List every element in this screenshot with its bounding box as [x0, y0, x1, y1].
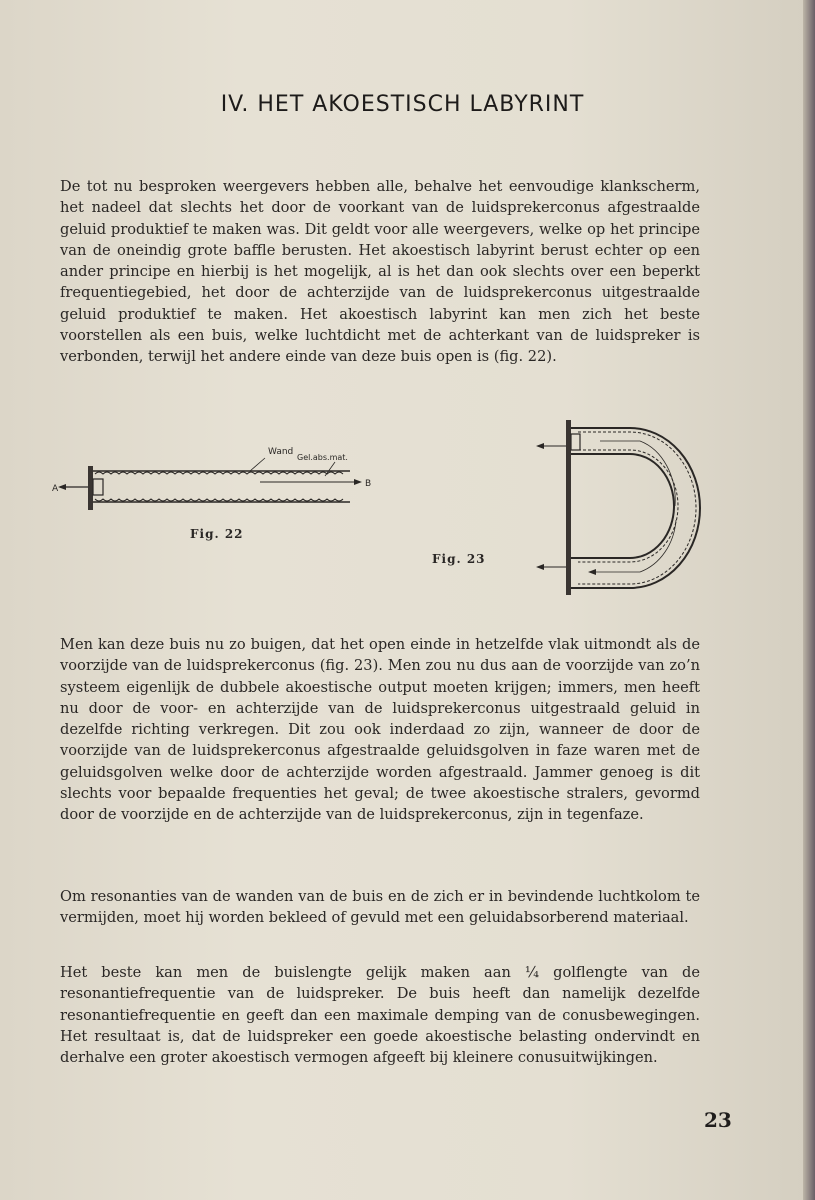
paragraph-2: Men kan deze buis nu zo buigen, dat het open einde in hetzelfde vlak uitmondt als de voorzijde van de luidsprekerconus (fig. 23). Men zou nu dus aan de voorzijde van zo’n systeem eigenlijk de dubbele akoestische output moeten krijgen; immers, men heeft nu door de voor- en achterzijde van de luidsprekerconus uitgestraald geluid in dezelfde richting verkregen. Dit zou ook inderdaad zo zijn, wanneer de door de voorzijde van de luidsprekerconus afgestraalde geluidsgolven in faze waren met de geluidsgolven welke door de achterzijde worden afgestraald. Jammer genoeg is dit slechts voor bepaalde frequenties het geval; de twee akoestische stralers, gevormd door de voorzijde en de achterzijde van de luidsprekerconus, zijn in tegenfaze.: [60, 636, 700, 824]
page-number: 23: [704, 1108, 732, 1132]
paragraph-1: De tot nu besproken weergevers hebben alle, behalve het eenvoudige klankscherm, het nadeel dat slechts het door de voorkant van de luidsprekerconus afgestraalde geluid produktief te maken was. Dit geldt voor alle weergevers, welke op het principe van de oneindig grote baffle berusten. Het akoestisch labyrint berust echter op een ander principe en hierbij is het mogelijk, al is het dan ook slechts over een beperkt frequentiegebied, het door de achterzijde van de luidsprekerconus uitgestraalde geluid produktief te maken. Het akoestisch labyrint kan men zich het beste voorstellen als een buis, welke luchtdicht met de achterkant van de luidspreker is verbonden, terwijl het andere einde van deze buis open is (fig. 22).: [60, 178, 700, 366]
svg-text:Wand: Wand: [268, 447, 294, 457]
figure-23-caption: Fig. 23: [432, 552, 486, 566]
figure-22-diagram: [50, 440, 380, 520]
page-edge: [803, 0, 815, 1200]
paragraph-3: Om resonanties van de wanden van de buis en de zich er in bevindende luchtkolom te vermijden, moet hij worden bekleed of gevuld met een geluidabsorberend materiaal.: [60, 888, 700, 927]
paragraph-4: Het beste kan men de buislengte gelijk maken aan ¼ golflengte van de resonantiefrequentie van de luidspreker. De buis heeft dan namelijk dezelfde resonantiefrequentie en geeft dan een maximale demping van de conusbewegingen. Het resultaat is, dat de luidspreker een goede akoestische belasting ondervindt en derhalve een groter akoestisch vermogen afgeeft bij kleinere conusuitwijkingen.: [60, 964, 700, 1067]
svg-text:Gel.abs.mat.: Gel.abs.mat.: [297, 453, 348, 462]
svg-text:B: B: [365, 479, 372, 489]
svg-text:A: A: [52, 484, 59, 494]
figure-23-diagram: [530, 410, 710, 610]
figure-22-caption: Fig. 22: [190, 527, 244, 541]
chapter-heading: IV. HET AKOESTISCH LABYRINT: [220, 92, 585, 117]
